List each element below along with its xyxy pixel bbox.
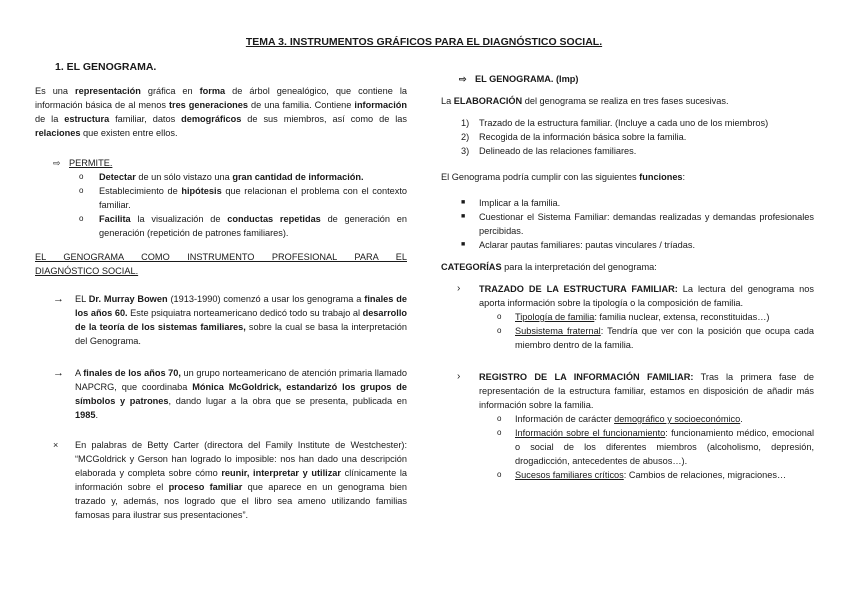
circle-bullet-icon: o [497,470,502,479]
elaboracion-paragraph: La ELABORACIÓN del genograma se realiza en tres fases sucesivas. [441,96,729,106]
list-item: o Sucesos familiares críticos: Cambios de relaciones, migraciones… [497,470,787,480]
square-bullet-icon: ■ [461,241,466,248]
permite-label: ⇨ PERMITE. [53,158,113,168]
permite-block [53,156,407,240]
page-title: TEMA 3. INSTRUMENTOS GRÁFICOS PARA EL DIAGNÓSTICO SOCIAL. [245,36,603,48]
circle-bullet-icon: o [497,414,502,423]
intro-paragraph: Es una representación gráfica en forma de árbol genealógico, que contiene la información básica de al menos tres generaciones de una familia. Contiene información de la estructura familiar, datos demográficos de sus miembros, así como de las relaciones que existen entre ellos. [35,86,407,138]
x-mark-icon: × [53,440,59,450]
list-item: ■ Implicar a la familia. [461,198,561,208]
list-item: o Facilita la visualización de conductas repetidas de generación en generación (repetición de patrones familiares). [79,214,408,238]
right-column [441,72,814,482]
chevron-right-icon: › [457,283,461,294]
chevron-right-icon: › [457,371,461,382]
napcrg-item: → A finales de los años 70, un grupo norteamericano de atención primaria llamado NAPCRG, que coordinaba Mónica McGoldrick, estandarizó los grupos de símbolos y patrones, dando lugar a la obra que se presenta, publicada en 1985. [53,367,407,420]
list-item: 1) Trazado de la estructura familiar. (Incluye a cada uno de los miembros) [461,118,769,128]
circle-bullet-icon: o [497,312,502,321]
list-item: o Información sobre el funcionamiento: funcionamiento médico, emocional o social de los diferentes miembros (alcoholismo, depresión, drogadicción, antecedentes de abusos…). [497,428,814,466]
hollow-arrow-icon: ⇨ [459,74,467,84]
fases-list [461,116,814,158]
circle-bullet-icon: o [497,428,502,437]
funciones-list [461,196,814,252]
list-item: o Tipología de familia: familia nuclear, extensa, reconstituidas…) [497,312,770,322]
carter-item: × En palabras de Betty Carter (directora del Family Institute de Westchester): “MCGoldrick y Gerson han logrado lo imposible: nos han dado una descripción elaborada y completa sobre cómo reunir, interpretar y utilizar clínicamente la información sobre el proceso familiar que aparece en un genograma bien trazado y, además, nos logrado que el libro sea ameno utilizando familias famosas para ilustrar sus presentaciones”. [53,440,407,520]
square-bullet-icon: ■ [461,213,466,220]
list-item: ■ Aclarar pautas familiares: pautas vinculares / tríadas. [461,240,696,250]
registro-item: › REGISTRO DE LA INFORMACIÓN FAMILIAR: Tras la primera fase de representación de la estructura familiar, estamos en disposición de añadir más información sobre la familia. o Información de carácter demográfico y socioeconómico. o Información sobre el funcionamiento: funcionamiento médico, emocional o social de los diferentes miembros (alcoholismo, depresión, drogadicción, antecedentes de abusos…). o Sucesos familiares críticos: Cambios de relaciones, migraciones… [457,371,814,480]
list-item: o Subsistema fraternal: Tendría que ver con la posición que ocupa cada miembro dentro de la familia. [497,326,814,350]
list-item: 3) Delineado de las relaciones familiares. [461,146,637,156]
instrumento-heading: EL GENOGRAMA COMO INSTRUMENTO PROFESIONAL PARA EL DIAGNÓSTICO SOCIAL. [35,252,407,276]
bowen-item: → EL Dr. Murray Bowen (1913-1990) comenzó a usar los genograma a finales de los años 60. Este psiquiatra norteamericano dedicó todo su trabajo al desarrollo de la teoría de los sistemas familiares, sobre la cual se basa la interpretación del Genograma. [53,293,407,346]
list-item: 2) Recogida de la información básica sobre la familia. [461,132,687,142]
section-heading-genograma: 1. EL GENOGRAMA. [55,61,157,73]
hollow-arrow-icon: ⇨ [53,158,61,168]
right-arrow-icon: → [53,367,64,379]
categorias-line: CATEGORÍAS para la interpretación del genograma: [441,262,657,272]
square-bullet-icon: ■ [461,199,466,206]
right-arrow-icon: → [53,293,64,305]
list-item: o Información de carácter demográfico y socioeconómico. [497,414,743,424]
funciones-intro: El Genograma podría cumplir con las siguientes funciones: [441,172,686,182]
circle-bullet-icon: o [497,326,502,335]
trazado-item: › TRAZADO DE LA ESTRUCTURA FAMILIAR: La lectura del genograma nos aporta información sobre la tipología o la composición de familia. o Tipología de familia: familia nuclear, extensa, reconstituidas…) o Subsistema fraternal: Tendría que ver con la posición que ocupa cada miembro dentro de la familia. [457,283,814,350]
list-item: ■ Cuestionar el Sistema Familiar: demandas realizadas y demandas profesionales percibidas. [461,212,814,236]
left-column [35,60,407,522]
circle-bullet-icon: o [79,172,84,181]
list-item: o Establecimiento de hipótesis que relacionan el problema con el contexto familiar. [79,186,407,210]
circle-bullet-icon: o [79,186,84,195]
right-heading: ⇨ EL GENOGRAMA. (Imp) [459,74,579,84]
circle-bullet-icon: o [79,214,84,223]
list-item: o Detectar de un sólo vistazo una gran cantidad de información. [79,172,364,182]
